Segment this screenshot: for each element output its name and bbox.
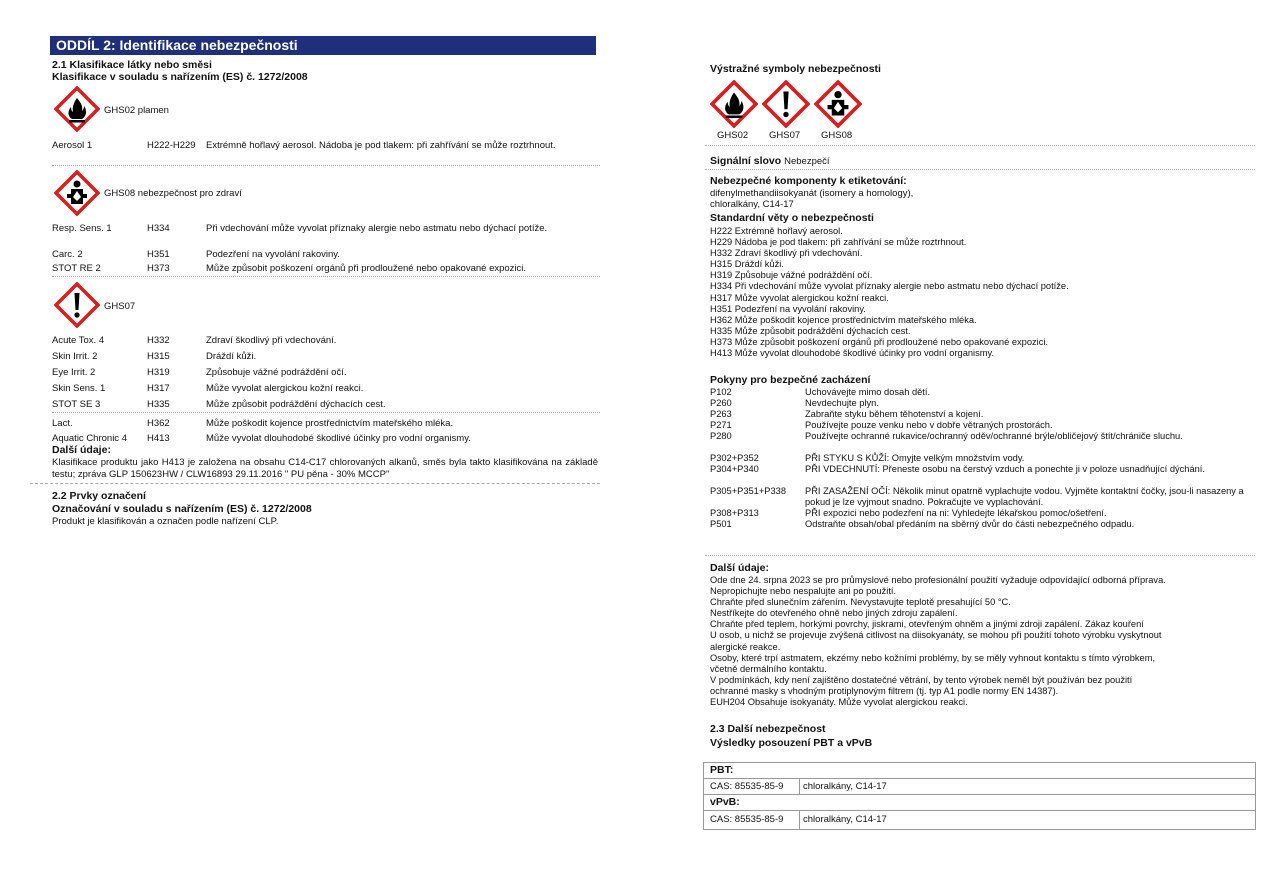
symbol-label: GHS08: [821, 130, 853, 141]
list-item: Osoby, které trpí astmatem, ekzémy nebo kožními problémy, by se měly vyhnout kontaktu s tímto výrobkem,: [710, 652, 1156, 663]
p-row: [710, 453, 1260, 464]
p-text: PŘI expozici nebo podezření na ni: Vyhledejte lékařskou pomoc/ošetření.: [805, 508, 1107, 518]
p-text: Odstraňte obsah/obal předáním na sběrný dvůr do části nebezpečného odpadu.: [805, 519, 1135, 529]
hazard-code: H351: [147, 249, 170, 260]
hazard-code: H373: [147, 263, 170, 274]
list-item: H413 Může vyvolat dlouhodobé škodlivé účinky pro vodní organismy.: [710, 348, 995, 359]
list-item: Chraňte před teplem, horkými povrchy, jiskrami, otevřeným ohněm a jinými zdroji zapálení. Zákaz kouření: [710, 619, 1144, 630]
flame-pictogram-icon: [710, 80, 758, 128]
group1-label: GHS02 plamen: [104, 105, 169, 116]
more-lines: [710, 575, 1166, 708]
section-header: [50, 36, 596, 55]
hazard-text: Může vyvolat dlouhodobé škodlivé účinky pro vodní organismy.: [206, 433, 471, 444]
hazard-code: H317: [147, 383, 170, 394]
hazard-text: Zdraví škodlivý při vdechování.: [206, 335, 337, 346]
p-code: P305+P351+P338: [710, 486, 786, 496]
hazard-code: H222-H229: [147, 140, 196, 151]
divider: [52, 412, 600, 413]
p-text: PŘI ZASAŽENÍ OČÍ: Několik minut opatrně vyplachujte vodou. Vyjměte kontaktní čočky, jsou-li nasazeny a pokud je lze vyjmout snadno. Pokračujte ve vyplachování.: [805, 486, 1244, 507]
p-text: Uchovávejte mimo dosah dětí.: [805, 387, 931, 397]
list-item: H373 Může způsobit poškození orgánů při prodloužené nebo opakované expozici.: [710, 336, 1049, 347]
p-code: P501: [710, 519, 732, 529]
symbol-label: GHS02: [717, 130, 749, 141]
list-item: H222 Extrémně hořlavý aerosol.: [710, 226, 843, 236]
hazard-code: H362: [147, 418, 170, 429]
p-text: Používejte pouze venku nebo v dobře větraných prostorách.: [805, 420, 1053, 430]
s22-text: Produkt je klasifikován a označen podle nařízení CLP.: [52, 516, 279, 527]
more-title: Další údaje:: [710, 562, 769, 574]
p-title: Pokyny pro bezpečné zacházení: [710, 374, 871, 386]
hazard-category: Carc. 2: [52, 249, 83, 260]
hazard-category: STOT SE 3: [52, 399, 101, 410]
p-row: [710, 398, 1260, 409]
list-item: difenylmethandiisokyanát (isomery a homology),: [710, 188, 914, 199]
hazard-code: H335: [147, 399, 170, 410]
p-code: P302+P352: [710, 453, 759, 463]
p-code: P304+P340: [710, 464, 759, 474]
divider: [704, 794, 1255, 795]
hazard-text: Při vdechování může vyvolat příznaky alergie nebo astmatu nebo dýchací potíže.: [206, 223, 548, 234]
list-item: Chraňte před slunečním zářením. Nevystavujte teplotě presahující 50 °C.: [710, 597, 1011, 608]
s22-subtitle: Označování v souladu s nařízením (ES) č. 1272/2008: [52, 503, 312, 515]
list-item: Ode dne 24. srpna 2023 se pro průmyslové nebo profesionální použití vyžaduje odpovídající odborná příprava.: [710, 575, 1166, 585]
list-item: chloralkány, C14-17: [710, 199, 794, 210]
pbt-name: chloralkány, C14-17: [803, 781, 887, 792]
p-row: [710, 486, 1260, 508]
list-item: H351 Podezření na vyvolání rakoviny.: [710, 303, 866, 314]
divider: [704, 810, 1255, 811]
health-hazard-pictogram-icon: [814, 80, 862, 128]
hazard-category: Eye Irrit. 2: [52, 367, 96, 378]
list-item: H332 Zdraví škodlivý při vdechování.: [710, 248, 863, 259]
hazard-category: Resp. Sens. 1: [52, 223, 112, 234]
hazard-code: H413: [147, 433, 170, 444]
p-row: [710, 508, 1260, 519]
exclamation-pictogram-icon: [54, 282, 100, 328]
s22-title: 2.2 Prvky označení: [52, 490, 146, 502]
p-row: [710, 519, 1260, 530]
p-code: P280: [710, 431, 732, 441]
p-text: Zabraňte styku během těhotenství a kojení.: [805, 409, 984, 419]
p-text: PŘI STYKU S KŮŽÍ: Omyjte velkým množstvím vody.: [805, 453, 1025, 463]
p-row: [710, 387, 1260, 398]
s23-title: 2.3 Další nebezpečnost: [710, 723, 826, 735]
list-item: H229 Nádoba je pod tlakem: při zahřívání se může roztrhnout.: [710, 237, 967, 248]
list-item: H334 Při vdechování může vyvolat příznaky alergie nebo astmatu nebo dýchací potíže.: [710, 281, 1069, 292]
hazard-category: Aerosol 1: [52, 140, 93, 151]
p-text: Nevdechujte plyn.: [805, 398, 879, 408]
exclamation-pictogram-icon: [762, 80, 810, 128]
vpvb-label: vPvB:: [710, 796, 740, 808]
hazard-text: Podezření na vyvolání rakoviny.: [206, 249, 340, 260]
vpvb-name: chloralkány, C14-17: [803, 814, 887, 825]
hazard-category: Skin Irrit. 2: [52, 351, 98, 362]
table-row: [52, 249, 600, 260]
hazard-text: Může vyvolat alergickou kožní reakci.: [206, 383, 364, 394]
pbt-results-title: Výsledky posouzení PBT a vPvB: [710, 737, 873, 749]
table-row: [52, 263, 600, 274]
hazard-text: Může způsobit poškození orgánů při prodloužené nebo opakované expozici.: [206, 263, 527, 274]
hazard-category: Aquatic Chronic 4: [52, 433, 127, 444]
list-item: H335 Může způsobit podráždění dýchacích cest.: [710, 325, 911, 336]
list-item: Nestříkejte do otevřeného ohně nebo jiných zdroju zapálení.: [710, 608, 958, 619]
hazard-text: Dráždí kůži.: [206, 351, 257, 362]
list-item: alergické reakce.: [710, 641, 781, 652]
symbol-label: GHS07: [769, 130, 801, 141]
list-item: H317 Může vyvolat alergickou kožní reakci.: [710, 292, 889, 303]
hazard-text: Může poškodit kojence prostřednictvím mateřského mléka.: [206, 418, 454, 429]
divider: [705, 169, 1255, 170]
h-statement-list: [710, 226, 1069, 359]
table-row: [52, 335, 600, 346]
p-code: P260: [710, 398, 732, 408]
hazard-category: Skin Sens. 1: [52, 383, 106, 394]
table-row: [52, 367, 600, 378]
list-item: U osob, u nichž se projevuje zvýšená citlivost na diisokyanáty, se mohou při použití tohoto výrobku vyskytnout: [710, 630, 1162, 641]
health-hazard-pictogram-icon: [54, 170, 100, 216]
divider: [705, 555, 1255, 556]
divider: [52, 165, 600, 166]
p-code: P308+P313: [710, 508, 759, 518]
symbols-title: Výstražné symboly nebezpečnosti: [710, 63, 881, 75]
divider: [30, 483, 600, 484]
divider: [799, 811, 800, 829]
list-item: EUH204 Obsahuje isokyanáty. Může vyvolat alergickou reakci.: [710, 697, 968, 708]
p-row: [710, 464, 1260, 486]
pbt-cas: CAS: 85535-85-9: [710, 781, 784, 792]
s21-title: 2.1 Klasifikace látky nebo směsi: [52, 59, 212, 71]
table-row: [52, 418, 600, 429]
flame-pictogram-icon: [54, 86, 100, 132]
divider: [799, 779, 800, 794]
table-row: [52, 351, 600, 362]
table-row: [52, 223, 600, 245]
hazard-text: Extrémně hořlavý aerosol. Nádoba je pod tlakem: při zahřívání se může roztrhnout.: [206, 140, 556, 151]
p-text: PŘI VDECHNUTÍ: Přeneste osobu na čerstvý vzduch a ponechte ji v poloze usnadňující dýchání.: [805, 464, 1205, 474]
list-item: H315 Dráždí kůži.: [710, 259, 784, 270]
p-row: [710, 420, 1260, 431]
divider: [704, 778, 1255, 779]
p-row: [710, 431, 1260, 453]
list-item: V podmínkách, kdy není zajištěno dostatečné větrání, by tento výrobek neměl být používán bez použití: [710, 674, 1133, 685]
signal-value: Nebezpečí: [784, 156, 830, 167]
divider: [52, 276, 600, 277]
pbt-label: PBT:: [710, 764, 734, 776]
hazard-text: Způsobuje vážné podráždění očí.: [206, 367, 347, 378]
p-code: P102: [710, 387, 732, 397]
list-item: Nepropichujte nebo nespalujte ani po použití.: [710, 586, 897, 597]
components-title: Nebezpečné komponenty k etiketování:: [710, 175, 907, 187]
hazard-code: H319: [147, 367, 170, 378]
hazard-code: H332: [147, 335, 170, 346]
list-item: ochranné masky s vhodným protiplynovým filtrem (tj. typ A1 podle normy EN 14387).: [710, 685, 1059, 696]
list-item: H319 Způsobuje vážné podráždění očí.: [710, 270, 873, 281]
section-title: ODDÍL 2: Identifikace nebezpečnosti: [56, 37, 298, 53]
additional-title: Další údaje:: [52, 444, 111, 456]
hazard-code: H315: [147, 351, 170, 362]
p-code: P271: [710, 420, 732, 430]
hazard-category: Acute Tox. 4: [52, 335, 105, 346]
hazard-category: Lact.: [52, 418, 73, 429]
hazard-code: H334: [147, 223, 170, 234]
hazard-text: Může způsobit podráždění dýchacích cest.: [206, 399, 386, 410]
group2-label: GHS08 nebezpečnost pro zdraví: [104, 188, 242, 199]
table-row: [52, 383, 600, 394]
additional-text: Klasifikace produktu jako H413 je založena na obsahu C14-C17 chlorovaných alkanů, směs byla takto klasifikována na základě testu; zpráva GLP 150623HW / CLW16893 29.11.2016 " PU pěna - 30% MCCP": [52, 457, 598, 480]
divider: [705, 145, 1255, 146]
p-row: [710, 409, 1260, 420]
table-row: [52, 433, 600, 444]
group3-label: GHS07: [104, 301, 136, 312]
signal-label: Signální slovo: [710, 155, 782, 167]
p-code: P263: [710, 409, 732, 419]
table-row: [52, 140, 600, 164]
list-item: H362 Může poškodit kojence prostřednictvím mateřského mléka.: [710, 314, 977, 325]
components-list: [710, 188, 913, 210]
pbt-table: [703, 762, 1256, 830]
table-row: [52, 399, 600, 410]
h-title: Standardní věty o nebezpečnosti: [710, 212, 874, 224]
hazard-category: STOT RE 2: [52, 263, 101, 274]
list-item: včetně dermálního kontaktu.: [710, 663, 827, 674]
vpvb-cas: CAS: 85535-85-9: [710, 814, 784, 825]
p-text: Používejte ochranné rukavice/ochranný oděv/ochranné brýle/obličejový štít/chrániče sluchu.: [805, 431, 1183, 441]
s21-subtitle: Klasifikace v souladu s nařízením (ES) č. 1272/2008: [52, 71, 308, 83]
signal-word: [710, 155, 830, 167]
